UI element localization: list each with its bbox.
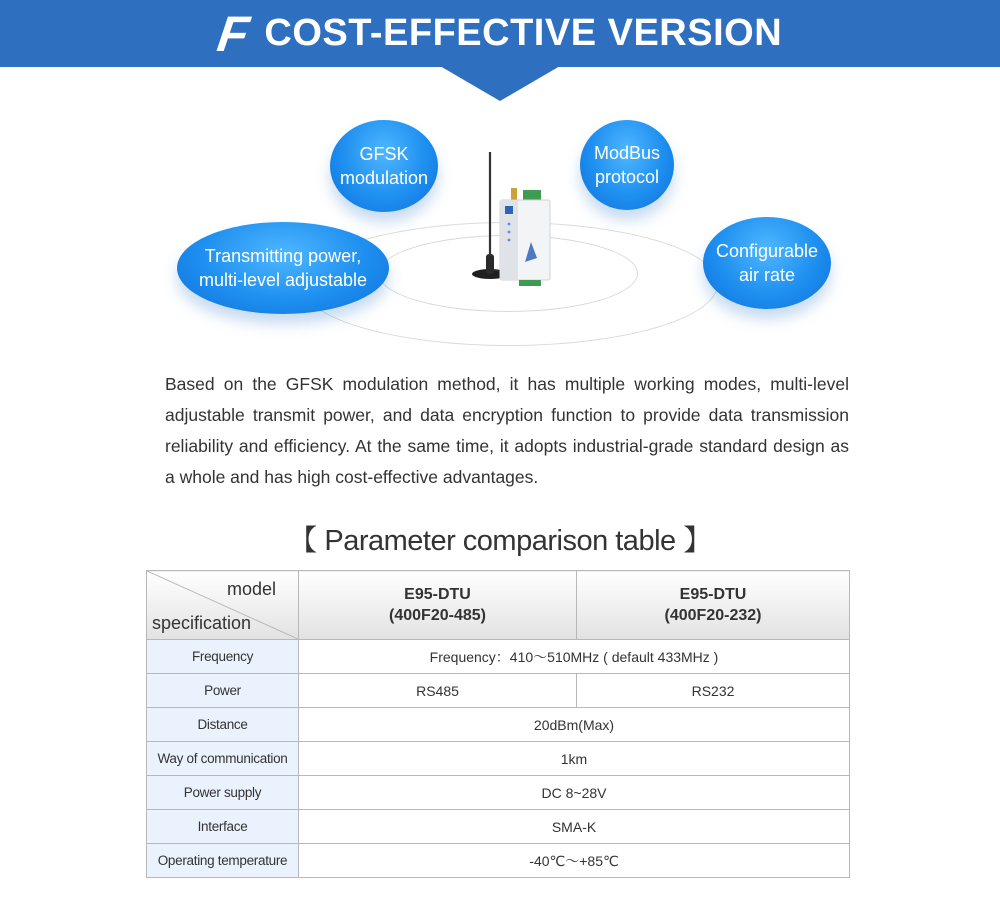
parameter-comparison-table xyxy=(146,570,850,878)
section-title xyxy=(0,0,1000,67)
feature-diagram xyxy=(0,100,1000,360)
corner-header-cell xyxy=(147,571,299,640)
table-row xyxy=(147,844,850,878)
row-value: SMA-K xyxy=(299,810,850,844)
feature-modbus-protocol xyxy=(580,120,674,210)
table-row xyxy=(147,708,850,742)
feature-power-line1: Transmitting power, xyxy=(204,246,362,266)
row-label: Distance xyxy=(147,708,299,742)
feature-air-rate xyxy=(703,217,831,309)
row-value: Frequency：410～510MHz ( default 433MHz ) xyxy=(299,640,850,674)
model-variant: (400F20-232) xyxy=(664,607,762,624)
corner-spec-label: specification xyxy=(152,613,252,633)
row-value: -40℃～+85℃ xyxy=(299,844,850,878)
model-name: E95-DTU xyxy=(679,586,747,603)
table-row xyxy=(147,674,850,708)
table-row xyxy=(147,742,850,776)
row-label: Power supply xyxy=(147,776,299,810)
row-value: RS485 xyxy=(299,674,577,708)
feature-gfsk-line2: modulation xyxy=(339,168,429,188)
table-row xyxy=(147,776,850,810)
feature-modbus-line1: ModBus xyxy=(593,143,661,163)
feature-airrate-line2: air rate xyxy=(738,265,795,285)
feature-gfsk-modulation xyxy=(330,120,438,212)
feature-power-line2: multi-level adjustable xyxy=(198,270,368,290)
row-label: Operating temperature xyxy=(147,844,299,878)
row-label: Frequency xyxy=(147,640,299,674)
table-row xyxy=(147,640,850,674)
product-description: Based on the GFSK modulation method, it has multiple working modes, multi-level adjustable transmit power, and data encryption function to provide data transmission reliability and efficiency. At the same time, it adopts industrial-grade standard design as a whole and has high cost-effective advantages. xyxy=(165,374,849,487)
row-value: RS232 xyxy=(577,674,850,708)
table-title: 【 Parameter comparison table 】 xyxy=(288,525,712,557)
corner-model-label: model xyxy=(226,579,276,599)
model-header-232 xyxy=(577,571,850,640)
feature-airrate-line1: Configurable xyxy=(715,241,819,261)
banner-arrow xyxy=(440,66,560,101)
model-header-485 xyxy=(299,571,577,640)
row-label: Power xyxy=(147,674,299,708)
feature-gfsk-line1: GFSK xyxy=(359,144,409,164)
section-heading: COST-EFFECTIVE VERSION xyxy=(264,12,783,54)
dtu-device-image xyxy=(453,152,563,292)
row-label: Way of communication xyxy=(147,742,299,776)
row-value: 20dBm(Max) xyxy=(299,708,850,742)
table-row xyxy=(147,810,850,844)
model-variant: (400F20-485) xyxy=(389,607,486,624)
model-name: E95-DTU xyxy=(404,586,471,603)
row-value: 1km xyxy=(299,742,850,776)
feature-transmitting-power xyxy=(177,222,389,314)
feature-modbus-line2: protocol xyxy=(594,167,660,187)
row-label: Interface xyxy=(147,810,299,844)
table-header-row xyxy=(147,571,850,640)
section-letter: F xyxy=(213,5,253,62)
row-value: DC 8~28V xyxy=(299,776,850,810)
